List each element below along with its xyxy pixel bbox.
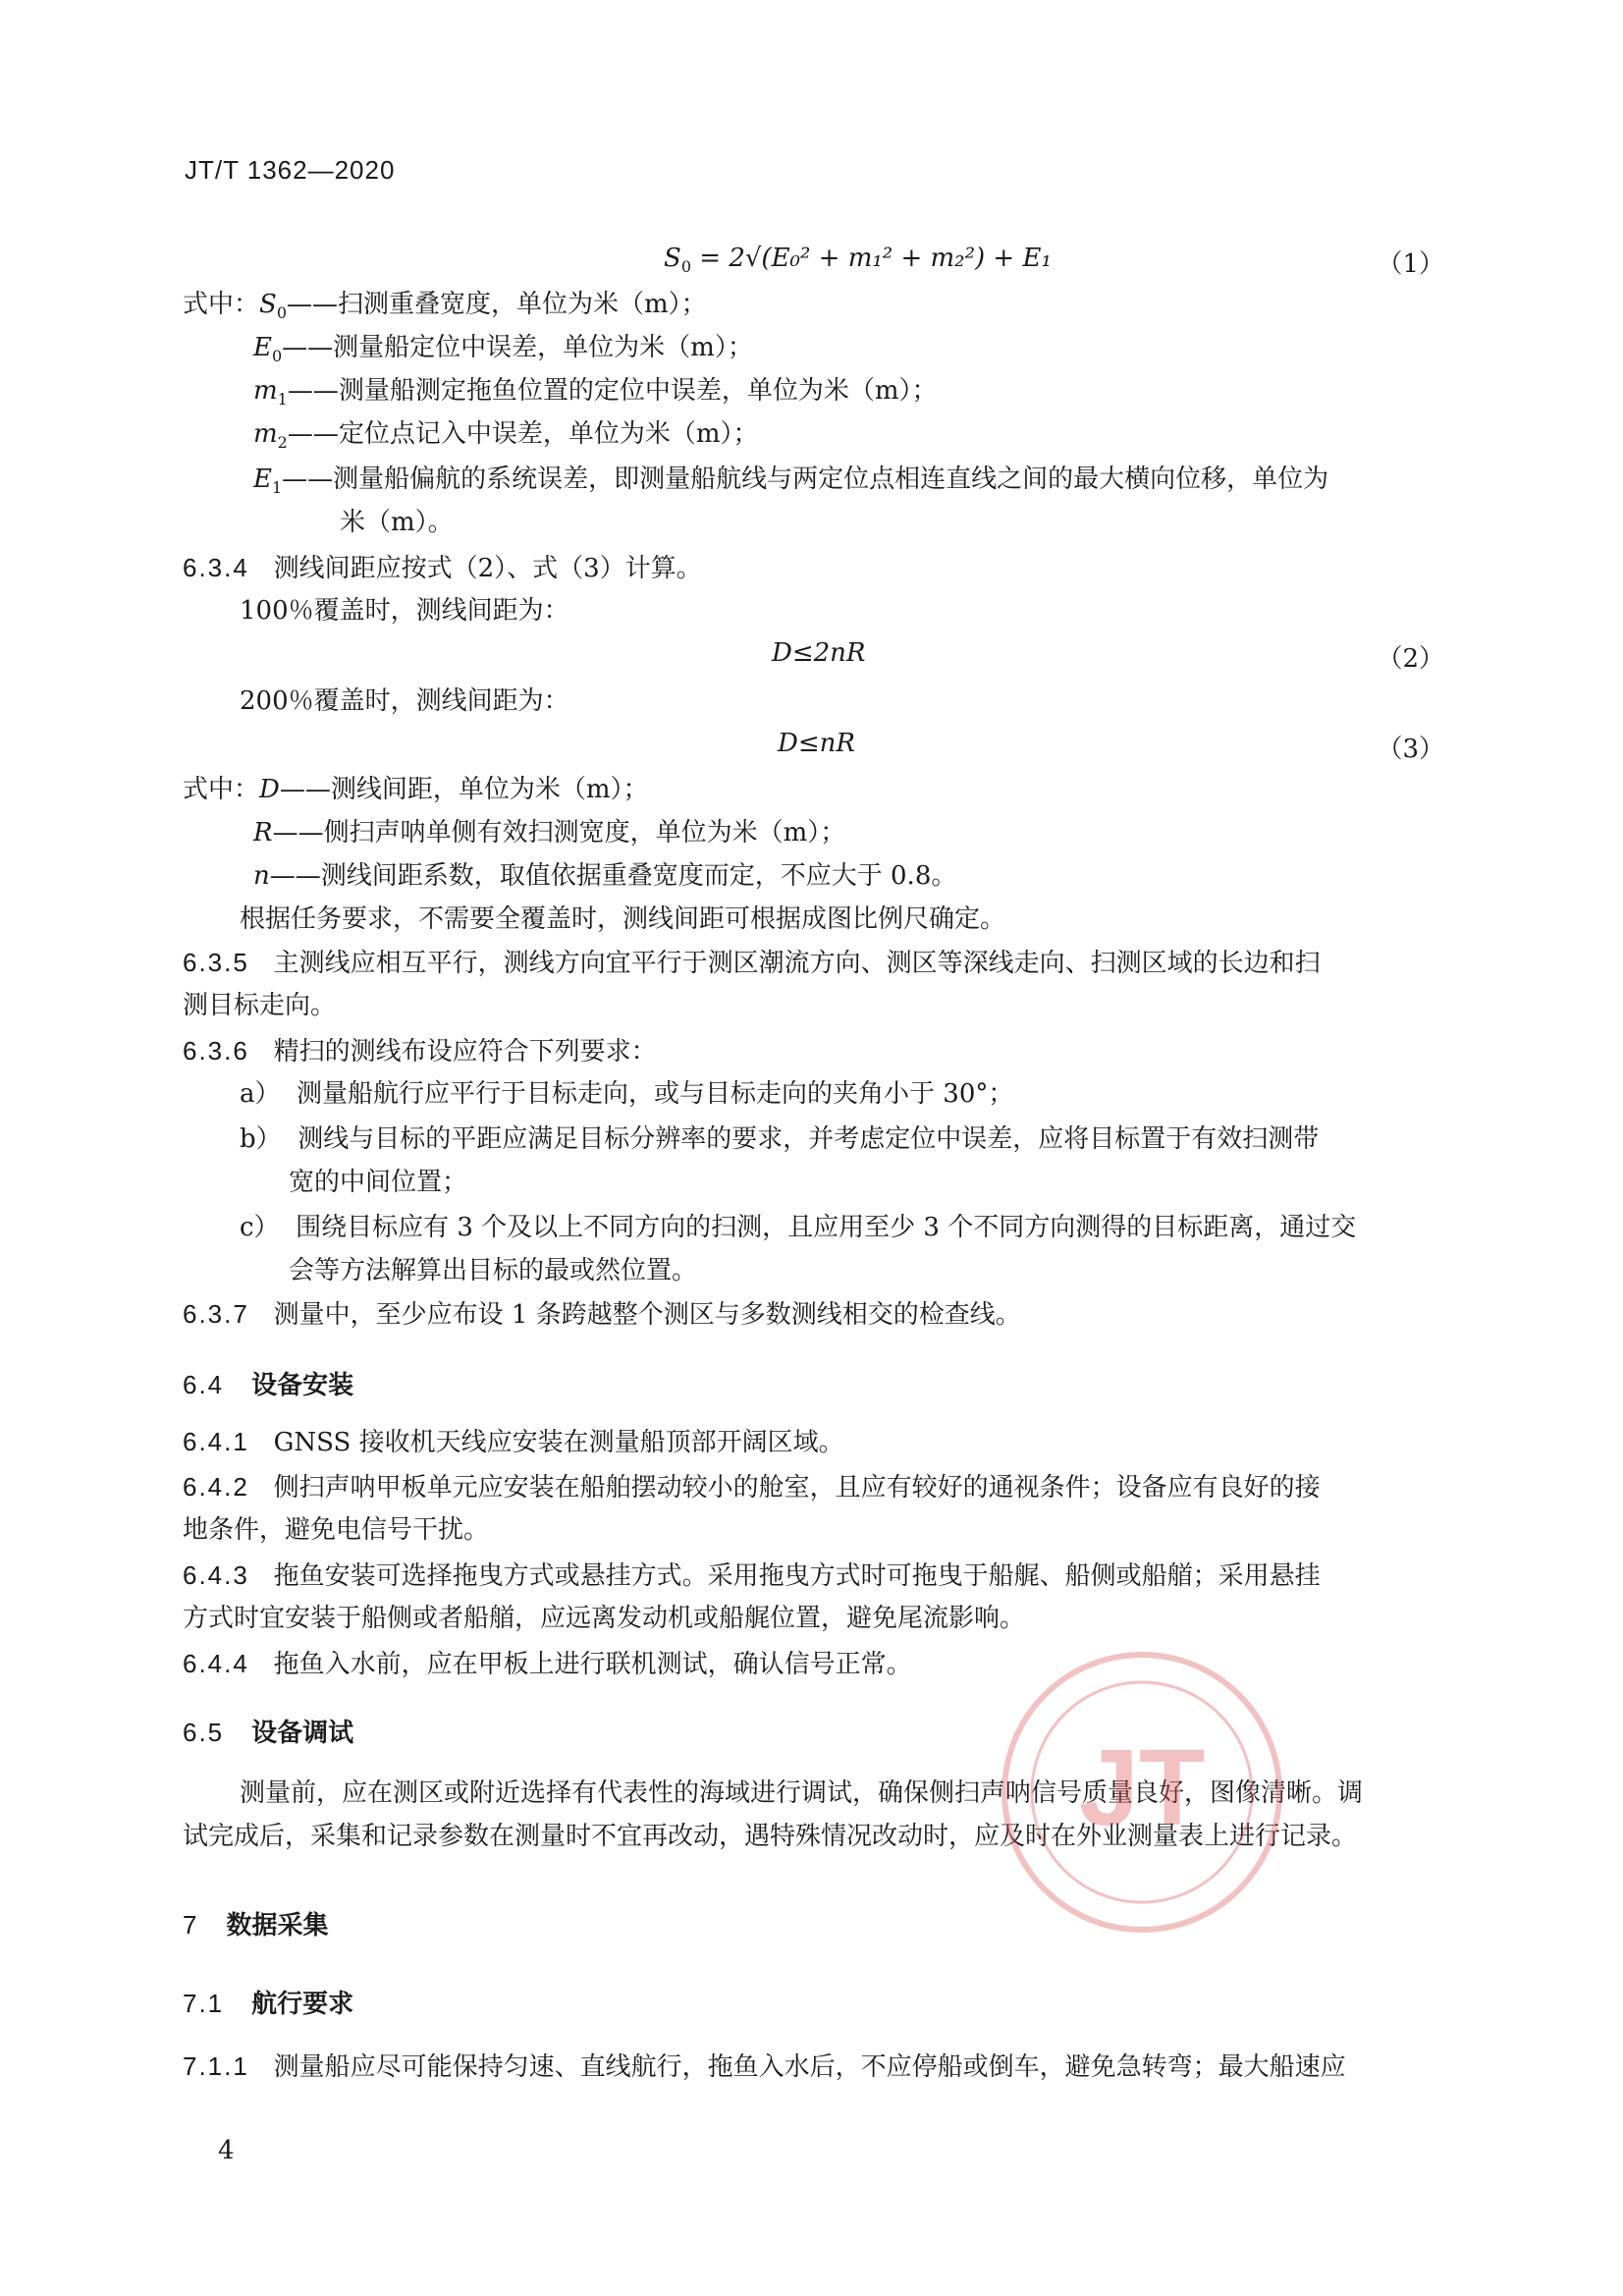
formula-1-def-e0: $E_0——$测量船定位中误差，单位为米（m）； bbox=[253, 333, 753, 366]
standard-code-header: JT/T 1362—2020 bbox=[185, 155, 396, 185]
formula-3-number: （3） bbox=[1377, 735, 1444, 764]
jt-watermark-seal bbox=[1000, 1650, 1284, 1935]
clause-6-4-4: 6.4.4 拖鱼入水前，应在甲板上进行联机测试，确认信号正常。 bbox=[183, 1649, 912, 1679]
formula-1-def-m1: $m_1——$测量船测定拖鱼位置的定位中误差，单位为米（m）； bbox=[253, 376, 938, 410]
clause-6-3-4: 6.3.4 测线间距应按式（2）、式（3）计算。 bbox=[183, 553, 702, 583]
clause-6-4-2: 6.4.2 侧扫声呐甲板单元应安装在船舶摆动较小的舱室，且应有较好的通视条件；设备应有良好的接 bbox=[183, 1472, 1321, 1503]
coverage-100-text: 100％覆盖时，测线间距为： bbox=[240, 596, 569, 626]
coverage-200-text: 200％覆盖时，测线间距为： bbox=[240, 686, 569, 716]
heading-7: 7 数据采集 bbox=[183, 1910, 329, 1941]
formula-2-3-where: 式中：D——测线间距，单位为米（m）； bbox=[183, 775, 649, 804]
list-item-a: a） 测量船航行应平行于目标走向，或与目标走向的夹角小于 30°； bbox=[240, 1079, 1014, 1109]
heading-6-4: 6.4 设备安装 bbox=[183, 1370, 354, 1400]
list-item-b: b） 测线与目标的平距应满足目标分辨率的要求，并考虑定位中误差，应将目标置于有效扫测带 bbox=[240, 1124, 1320, 1154]
formula-1-def-m2: $m_2——$定位点记入中误差，单位为米（m）； bbox=[253, 419, 759, 453]
formula-3: D≤nR bbox=[778, 729, 855, 758]
formula-1-number: （1） bbox=[1377, 249, 1444, 279]
clause-6-4-2-cont: 地条件，避免电信号干扰。 bbox=[183, 1515, 490, 1545]
formula-1-def-e1-cont: 米（m）。 bbox=[340, 508, 454, 537]
list-item-c-cont: 会等方法解算出目标的最或然位置。 bbox=[289, 1256, 698, 1285]
formula-1: $S_0 = 2√(E_0^2 + m_1^2 + m_2^2) + E_1$ bbox=[664, 244, 1052, 277]
formula-def-n: n——测线间距系数，取值依据重叠宽度而定，不应大于 0.8。 bbox=[253, 861, 957, 891]
clause-7-1-1: 7.1.1 测量船应尽可能保持匀速、直线航行，拖鱼入水后，不应停船或倒车，避免急转弯；最大船速应 bbox=[183, 2051, 1346, 2082]
page-number: 4 bbox=[218, 2136, 235, 2165]
list-item-c: c） 围绕目标应有 3 个及以上不同方向的扫测，且应用至少 3 个不同方向测得的目标距离，通过交 bbox=[240, 1213, 1357, 1242]
formula-1-def-e1: $E_1——$测量船偏航的系统误差，即测量船航线与两定位点相连直线之间的最大横向位移，单位为 bbox=[253, 465, 1329, 498]
clause-6-3-7: 6.3.7 测量中，至少应布设 1 条跨越整个测区与多数测线相交的检查线。 bbox=[183, 1299, 1021, 1330]
list-item-b-cont: 宽的中间位置； bbox=[289, 1168, 468, 1197]
clause-6-3-5-cont: 测目标走向。 bbox=[183, 991, 337, 1020]
formula-def-r: R——侧扫声呐单侧有效扫测宽度，单位为米（m）； bbox=[253, 818, 846, 847]
heading-6-5: 6.5 设备调试 bbox=[183, 1718, 354, 1748]
formula-2-number: （2） bbox=[1377, 644, 1444, 674]
clause-6-4-1: 6.4.1 GNSS 接收机天线应安装在测量船顶部开阔区域。 bbox=[183, 1427, 844, 1457]
clause-6-4-3: 6.4.3 拖鱼安装可选择拖曳方式或悬挂方式。采用拖曳方式时可拖曳于船艉、船侧或船艏；采用悬挂 bbox=[183, 1560, 1321, 1591]
clause-6-3-4-note: 根据任务要求，不需要全覆盖时，测线间距可根据成图比例尺确定。 bbox=[240, 904, 1006, 934]
watermark-logo-text: JT bbox=[1078, 1727, 1206, 1848]
clause-6-3-5: 6.3.5 主测线应相互平行，测线方向宜平行于测区潮流方向、测区等深线走向、扫测区域的长边和扫 bbox=[183, 948, 1321, 978]
section-6-5-paragraph: 测量前，应在测区或附近选择有代表性的海域进行调试，确保侧扫声呐信号质量良好，图像清晰。调 bbox=[240, 1778, 1364, 1808]
clause-6-3-6: 6.3.6 精扫的测线布设应符合下列要求： bbox=[183, 1036, 657, 1066]
formula-2: D≤2nR bbox=[772, 638, 866, 668]
section-6-5-paragraph-cont: 试完成后，采集和记录参数在测量时不宜再改动，遇特殊情况改动时，应及时在外业测量表上进行记录。 bbox=[183, 1822, 1358, 1851]
clause-6-4-3-cont: 方式时宜安装于船侧或者船艏，应远离发动机或船艉位置，避免尾流影响。 bbox=[183, 1604, 1026, 1633]
heading-7-1: 7.1 航行要求 bbox=[183, 1989, 354, 2019]
formula-1-where: 式中：$S_0——$扫测重叠宽度，单位为米（m）； bbox=[183, 290, 707, 323]
